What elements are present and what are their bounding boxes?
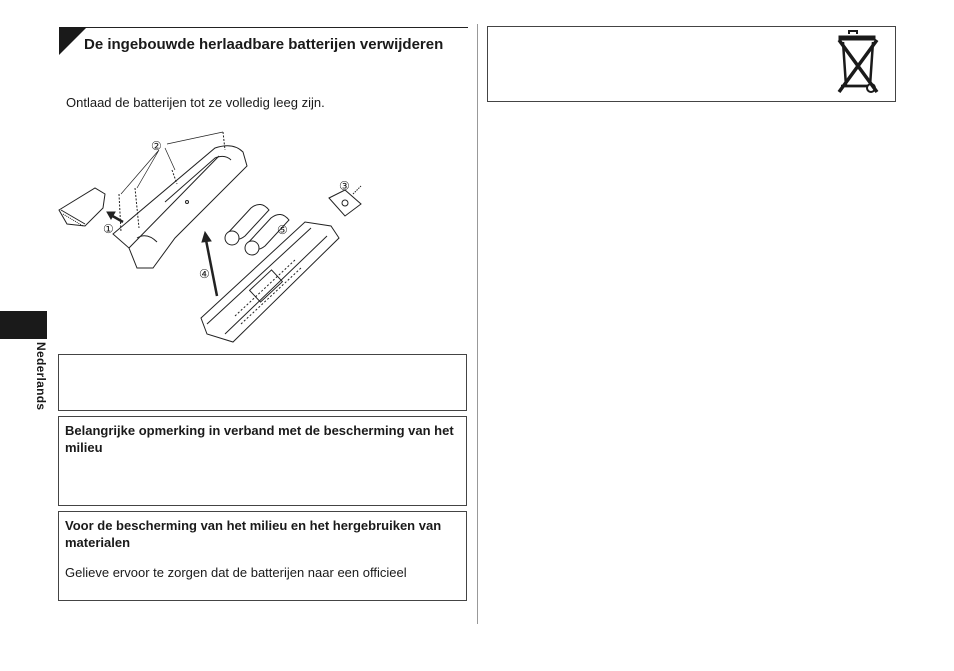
recycling-note-box xyxy=(58,511,467,601)
language-label: Nederlands xyxy=(34,342,48,411)
recycling-note-title: Voor de bescherming van het milieu en het hergebruiken van materialen xyxy=(65,518,442,550)
crossed-out-wheelie-bin-icon xyxy=(835,30,881,96)
step-marker-1: ① xyxy=(103,222,114,236)
section-heading: De ingebouwde herlaadbare batterijen verwijderen xyxy=(84,36,444,53)
heading-marker-icon xyxy=(59,27,87,55)
step-marker-5: ⑤ xyxy=(277,223,288,237)
column-divider xyxy=(477,24,478,624)
sidebar-tab xyxy=(0,311,47,339)
environment-note-box xyxy=(58,416,467,506)
recycling-note-body: Gelieve ervoor te zorgen dat de batterijen naar een officieel xyxy=(65,565,407,580)
empty-note-box xyxy=(58,354,467,411)
arrow-4-head xyxy=(202,232,211,242)
step-marker-4: ④ xyxy=(199,267,210,281)
step-marker-2: ② xyxy=(151,139,162,153)
intro-text: Ontlaad de batterijen tot ze volledig leeg zijn. xyxy=(66,95,325,110)
disassembly-illustration xyxy=(55,128,385,350)
environment-note-title: Belangrijke opmerking in verband met de bescherming van het milieu xyxy=(65,423,454,455)
blade-head xyxy=(59,188,105,226)
main-body xyxy=(113,146,247,268)
step-marker-3: ③ xyxy=(339,179,350,193)
heading-rule xyxy=(59,27,468,28)
screw-left xyxy=(119,194,121,232)
